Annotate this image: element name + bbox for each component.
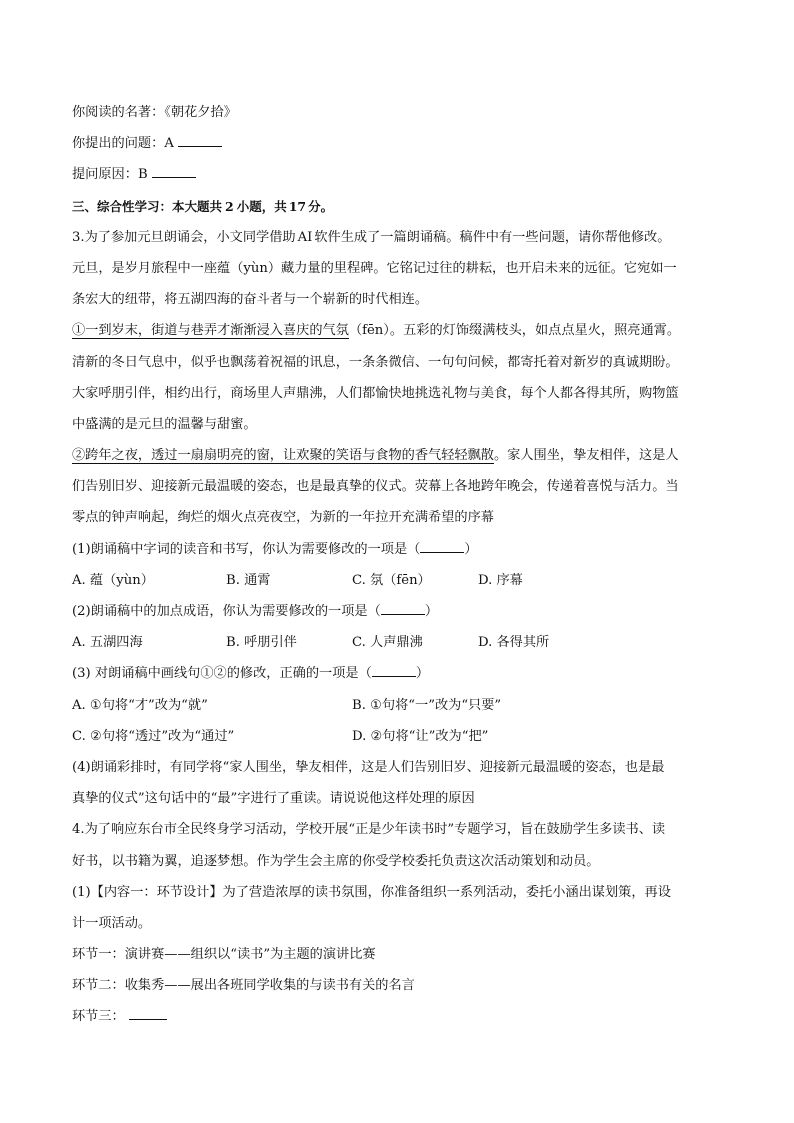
q4-sub1: (1)【内容一：环节设计】为了营造浓厚的读书氛围，你准备组织一系列活动，委托小涵出谋划策，再设: [72, 884, 671, 900]
stem-text: (2)朗诵稿中的加点成语，你认为需要修改的一项是（: [72, 604, 381, 619]
option-b[interactable]: B. 通霄: [226, 572, 271, 588]
q3-sub1-stem: [72, 534, 722, 565]
q3-intro-ai: AI: [297, 229, 313, 245]
q3-sub3-options-row2: [72, 721, 722, 752]
q4-intro: 好书，以书籍为翼，追逐梦想。作为学生会主席的你受学校委托负责这次活动策划和动员。: [72, 853, 600, 869]
reason-line: [72, 159, 722, 190]
section-score: 17: [288, 198, 307, 214]
section-question-count: 2: [225, 198, 234, 214]
passage-line: 零点的钟声响起，绚烂的烟火点亮夜空，为新的一年拉开充满希望的序幕: [72, 510, 494, 526]
section-header: [72, 191, 722, 222]
option-c[interactable]: C. ②句将“透过”改为“通过”: [72, 728, 235, 744]
answer-blank[interactable]: [381, 596, 425, 615]
stem-text: (3) 对朗诵稿中画线句①②的修改，正确的一项是（: [72, 666, 372, 682]
step-3: [72, 1001, 722, 1032]
answer-blank[interactable]: [152, 159, 196, 178]
underlined-sentence-2: ②跨年之夜，透过一扇扇明亮的窗，让欢聚的笑语与食物的香气轻轻飘散: [72, 448, 494, 464]
step-3-label: 环节三：: [72, 1009, 125, 1025]
q3-intro: [72, 222, 722, 253]
answer-blank[interactable]: [178, 128, 222, 147]
answer-blank[interactable]: [129, 1001, 167, 1020]
stem-text: (1)朗诵稿中字词的读音和书写，你认为需要修改的一项是（: [72, 541, 421, 557]
step-2: 环节二：收集秀——展出各班同学收集的与读书有关的名言: [72, 978, 415, 994]
option-c[interactable]: C. 氛（fēn）: [352, 572, 431, 588]
q3-sub3-stem: [72, 658, 722, 689]
option-a[interactable]: A. 蕴（yùn）: [72, 572, 154, 588]
stem-close: ）: [464, 541, 478, 557]
question-line: [72, 128, 722, 159]
book-label: 你阅读的名著：: [72, 105, 165, 120]
option-c[interactable]: C. 人声鼎沸: [352, 635, 423, 651]
question-option-a: A: [164, 136, 174, 152]
q3-sub2-options: [72, 627, 722, 658]
stem-close: ）: [415, 666, 429, 682]
section-header-tail: 分。: [308, 198, 334, 214]
q3-sub4-line: (4)朗诵彩排时，有同学将“家人围坐，挚友相伴，这是人们告别旧岁、迎接新元最温暖的姿态，也是最: [72, 759, 665, 775]
option-b[interactable]: B. 呼朋引伴: [226, 635, 297, 651]
option-d[interactable]: D. ②句将“让”改为“把”: [352, 728, 489, 744]
passage-line: 元旦，是岁月旅程中一座蕴（yùn）藏力量的里程碑。它铭记过往的耕耘，也开启未来的远征。它宛如一: [72, 260, 677, 276]
answer-blank[interactable]: [372, 658, 416, 677]
stem-close: ）: [424, 604, 438, 619]
option-a[interactable]: A. ①句将“才”改为“就”: [72, 697, 208, 713]
section-header-mid: 小题，共: [236, 198, 287, 214]
q3-sub1-options: [72, 565, 722, 596]
q3-sub4-line: 真挚的仪式”这句话中的“最”字进行了重读。请说说他这样处理的原因: [72, 791, 475, 807]
passage-line: 清新的冬日气息中，似乎也飘荡着祝福的讯息，一条条微信、一句句问候，都寄托着对新岁的真诚期盼。: [72, 354, 679, 370]
option-d[interactable]: D. 序幕: [478, 572, 523, 588]
passage-line: [72, 315, 722, 346]
option-b[interactable]: B. ①句将“一”改为“只要”: [352, 697, 502, 713]
q4-intro: 4.为了响应东台市全民终身学习活动，学校开展“正是少年读书时”专题学习，旨在鼓励学生多读书、读: [72, 822, 666, 838]
question-label: 你提出的问题：: [72, 136, 165, 152]
q3-sub3-options-row1: [72, 690, 722, 721]
q3-intro-prefix: 3.为了参加元旦朗诵会，小文同学借助: [72, 229, 296, 245]
q3-sub2-stem: [72, 596, 722, 627]
step-1: 环节一：演讲赛——组织以“读书”为主题的演讲比赛: [72, 947, 376, 963]
passage-text: 。家人围坐，挚友相伴，这是人: [494, 448, 679, 464]
passage-line: 大家呼朋引伴，相约出行，商场里人声鼎沸，人们都愉快地挑选礼物与美食，每个人都各得其所，购物篮: [72, 385, 679, 401]
passage-line: 中盛满的是元旦的温馨与甜蜜。: [72, 416, 257, 432]
underlined-sentence-1: ①一到岁末，街道与巷弄才渐渐浸入喜庆的气氛: [72, 323, 349, 339]
exam-page: [72, 97, 722, 1033]
passage-line: 们告别旧岁、迎接新元最温暖的姿态，也是最真挚的仪式。荧幕上各地跨年晚会，传递着喜悦与活力。当: [72, 479, 679, 495]
reason-option-b: B: [137, 167, 148, 183]
passage-text: （fēn）。五彩的灯饰缀满枝头，如点点星火，照亮通霄。: [348, 323, 681, 339]
answer-blank[interactable]: [420, 534, 464, 553]
book-title: 《朝花夕拾》: [164, 105, 237, 120]
option-a[interactable]: A. 五湖四海: [72, 635, 143, 651]
reason-label: 提问原因：: [72, 167, 138, 183]
option-d[interactable]: D. 各得其所: [478, 635, 550, 651]
passage-line: [72, 440, 722, 471]
q4-sub1: 计一项活动。: [72, 915, 152, 931]
section-header-text: 三、综合性学习：本大题共: [72, 198, 223, 214]
book-line: [72, 97, 722, 128]
passage-line: 条宏大的纽带，将五湖四海的奋斗者与一个崭新的时代相连。: [72, 292, 429, 308]
q3-intro-suffix: 软件生成了一篇朗诵稿。稿件中有一些问题，请你帮他修改。: [314, 229, 671, 245]
